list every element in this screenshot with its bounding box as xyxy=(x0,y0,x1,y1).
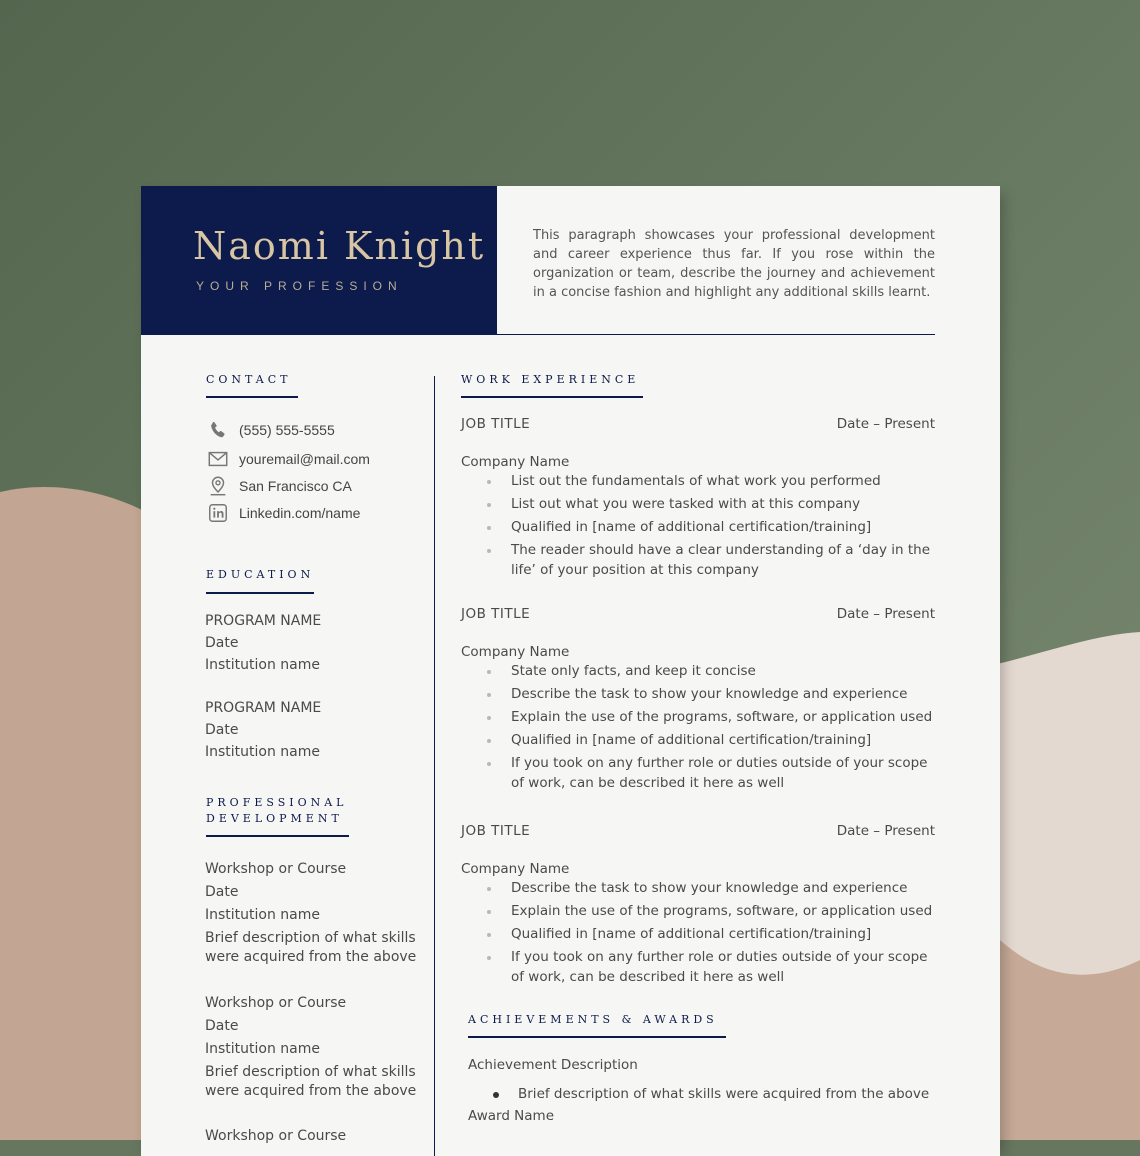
contact-location xyxy=(207,475,352,497)
duty-item: State only facts, and keep it concise xyxy=(487,661,935,681)
duty-item: Describe the task to show your knowledge and experience xyxy=(487,684,935,704)
duty-item: List out what you were tasked with at this company xyxy=(487,494,935,514)
education-institution: Institution name xyxy=(205,744,321,760)
contact-heading-rule xyxy=(206,396,298,398)
duty-item: Describe the task to show your knowledge and experience xyxy=(487,878,935,898)
column-divider xyxy=(434,376,435,1156)
duty-item: Qualified in [name of additional certification/training] xyxy=(487,730,935,750)
job-date: Date – Present xyxy=(836,823,935,839)
name-banner xyxy=(141,186,497,335)
development-heading-rule xyxy=(206,835,349,837)
job-duties xyxy=(487,661,935,796)
development-institution: Institution name xyxy=(205,1041,321,1057)
education-heading: EDUCATION xyxy=(206,568,315,581)
development-description: Brief description of what skills xyxy=(205,930,416,946)
development-course: Workshop or Course xyxy=(205,1128,347,1144)
job-title: JOB TITLE xyxy=(461,606,531,622)
duty-item: List out the fundamentals of what work you performed xyxy=(487,471,935,491)
linkedin-text: Linkedin.com/name xyxy=(239,505,361,521)
development-course: Workshop or Course xyxy=(205,995,347,1011)
work-heading-rule xyxy=(461,396,643,398)
development-description: were acquired from the above xyxy=(205,949,417,965)
duty-item: The reader should have a clear understanding of a ‘day in the life’ of your position at this company xyxy=(487,540,935,580)
job-title: JOB TITLE xyxy=(461,416,531,432)
resume-page xyxy=(141,186,1000,1156)
profession-subtitle: YOUR PROFESSION xyxy=(196,279,403,293)
development-course: Workshop or Course xyxy=(205,861,347,877)
development-date: Date xyxy=(205,884,239,900)
education-heading-rule xyxy=(206,592,314,594)
duty-item: Qualified in [name of additional certification/training] xyxy=(487,517,935,537)
duty-item: Explain the use of the programs, software, or application used xyxy=(487,901,935,921)
work-heading: WORK EXPERIENCE xyxy=(461,373,640,386)
profile-summary: This paragraph showcases your professional development and career experience thus far. If you rose within the organization or team, describe the journey and achievement in a concise fashion and highlight any additional skills learnt. xyxy=(533,228,935,300)
job-date: Date – Present xyxy=(836,606,935,622)
development-description: were acquired from the above xyxy=(205,1083,417,1099)
development-institution: Institution name xyxy=(205,907,321,923)
contact-email xyxy=(207,448,370,470)
location-text: San Francisco CA xyxy=(239,478,352,494)
achievements-heading-rule xyxy=(468,1036,726,1038)
contact-heading: CONTACT xyxy=(206,373,292,386)
job-duties xyxy=(487,471,935,583)
development-heading: DEVELOPMENT xyxy=(206,812,343,825)
education-program: PROGRAM NAME xyxy=(205,613,322,629)
development-description: Brief description of what skills xyxy=(205,1064,416,1080)
company-name: Company Name xyxy=(461,644,570,660)
education-institution: Institution name xyxy=(205,657,321,673)
phone-text: (555) 555-5555 xyxy=(239,422,335,438)
company-name: Company Name xyxy=(461,861,570,877)
duty-item: Explain the use of the programs, software, or application used xyxy=(487,707,935,727)
candidate-name: Naomi Knight xyxy=(193,224,486,268)
job-title: JOB TITLE xyxy=(461,823,531,839)
contact-linkedin xyxy=(207,502,360,524)
email-text: youremail@mail.com xyxy=(239,451,370,467)
education-program: PROGRAM NAME xyxy=(205,700,322,716)
education-date: Date xyxy=(205,722,239,738)
development-date: Date xyxy=(205,1018,239,1034)
phone-icon xyxy=(207,419,229,441)
achievement-detail: Brief description of what skills were acquired from the above xyxy=(518,1086,930,1102)
achievement-description: Achievement Description xyxy=(468,1057,638,1073)
contact-phone xyxy=(207,419,335,441)
location-pin-icon xyxy=(207,475,229,497)
duty-item: If you took on any further role or duties outside of your scope of work, can be described it here as well xyxy=(487,947,935,987)
linkedin-icon xyxy=(207,502,229,524)
award-name: Award Name xyxy=(468,1108,555,1124)
job-duties xyxy=(487,878,935,990)
company-name: Company Name xyxy=(461,454,570,470)
duty-item: If you took on any further role or duties outside of your scope of work, can be described it here as well xyxy=(487,753,935,793)
duty-item: Qualified in [name of additional certification/training] xyxy=(487,924,935,944)
achievements-heading: ACHIEVEMENTS & AWARDS xyxy=(468,1013,718,1026)
header-divider xyxy=(497,334,935,335)
development-heading: PROFESSIONAL xyxy=(206,796,348,809)
mail-icon xyxy=(207,448,229,470)
education-date: Date xyxy=(205,635,239,651)
achievement-bullet-dot xyxy=(493,1092,499,1098)
job-date: Date – Present xyxy=(836,416,935,432)
